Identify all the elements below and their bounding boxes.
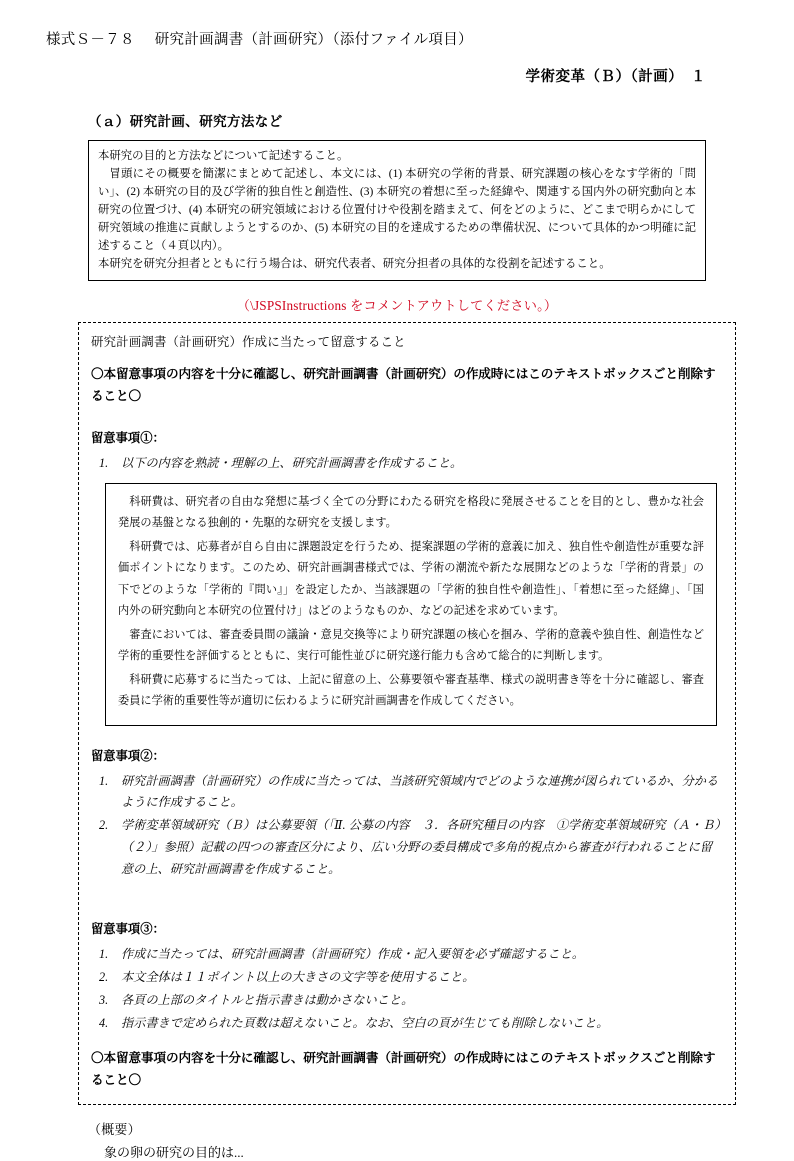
outline-body: 象の卵の研究の目的は... bbox=[104, 1144, 244, 1160]
instruction-line-2: 冒頭にその概要を簡潔にまとめて記述し、本文には、(1) 本研究の学術的背景、研究課題の核心をなす学術的「問い」、(2) 本研究の目的及び学術的独自性と創造性、(3) 本研究の着想に至った経緯や、関連する国内外の研究動向と本研究の位置づけ、(4) 本研究の研究領域における位置付けや役割を踏まえて、何をどのように、どこまで明らかにして研究領域の推進に貢献しようとするのか、(5) 本研究の目的を達成するための準備状況、について具体的かつ明確に記述すること（４頁以内）。 bbox=[98, 168, 696, 253]
jsps-instructions-comment: （\JSPSInstructions をコメントアウトしてください。） bbox=[236, 298, 558, 314]
list-item: 作成に当たっては、研究計画調書（計画研究）作成・記入要領を必ず確認すること。 bbox=[121, 947, 585, 962]
outline-title: （概要） bbox=[88, 1121, 141, 1137]
list-item: 各頁の上部のタイトルと指示書きは動かさないこと。 bbox=[121, 992, 414, 1007]
notice-textbox bbox=[78, 322, 736, 1105]
notice-group3-heading: 留意事項③： bbox=[91, 922, 165, 937]
notice-group1-list bbox=[91, 453, 723, 475]
document-category: 学術変革（Ｂ）（計画） １ bbox=[525, 69, 706, 85]
notice-group1-heading: 留意事項①： bbox=[91, 430, 165, 445]
notice-group3-list bbox=[91, 944, 723, 1034]
notice-title: 研究計画調書（計画研究）作成に当たって留意すること bbox=[91, 335, 406, 350]
instruction-line-1: 本研究の目的と方法などについて記述すること。 bbox=[98, 150, 349, 162]
notice-emphasis-top: 〇本留意事項の内容を十分に確認し、研究計画調書（計画研究）の作成時にはこのテキストボックスごと削除すること〇 bbox=[91, 367, 716, 404]
section-a-instruction-box bbox=[88, 140, 706, 281]
notice-group2-heading: 留意事項②： bbox=[91, 748, 165, 763]
kakenhi-paragraph: 科研費は、研究者の自由な発想に基づく全ての分野にわたる研究を格段に発展させることを目的とし、豊かな社会発展の基盤となる独創的・先駆的な研究を支援します。 bbox=[118, 495, 704, 530]
instruction-line-3: 本研究を研究分担者とともに行う場合は、研究代表者、研究分担者の具体的な役割を記述すること。 bbox=[98, 258, 611, 271]
list-item: 本文全体は１１ポイント以上の大きさの文字等を使用すること。 bbox=[121, 970, 475, 985]
form-number: 様式Ｓ－７８ bbox=[46, 32, 135, 48]
kakenhi-paragraph: 科研費に応募するに当たっては、上記に留意の上、公募要領や審査基準、様式の説明書き等を十分に確認し、審査委員に学術的重要性等が適切に伝わるように研究計画調書を作成してください。 bbox=[118, 673, 704, 708]
section-a-title: （ａ）研究計画、研究方法など bbox=[88, 114, 283, 129]
list-item: 研究計画調書（計画研究）の作成に当たっては、当該研究領域内でどのような連携が図られているか、分かるように作成すること。 bbox=[121, 773, 719, 810]
form-title: 研究計画調書（計画研究）（添付ファイル項目） bbox=[154, 32, 473, 48]
kakenhi-paragraph: 審査においては、審査委員間の議論・意見交換等により研究課題の核心を掴み、学術的意義や独自性、創造性など学術的重要性を評価するとともに、実行可能性並びに研究遂行能力も含めて総合的に判断します。 bbox=[118, 628, 704, 663]
kakenhi-paragraph: 科研費では、応募者が自ら自由に課題設定を行うため、提案課題の学術的意義に加え、独自性や創造性が重要な評価ポイントになります。このため、研究計画調書様式では、学術の潮流や新たな展開などのような「学術的背景」の下でどのような「学術的『問い』」を設定したか、当該課題の「学術的独自性や創造性」、「着想に至った経緯」、「国内外の研究動向と本研究の位置付け」はどのようなものか、などの記述を求めています。 bbox=[118, 540, 704, 618]
notice-emphasis-bottom: 〇本留意事項の内容を十分に確認し、研究計画調書（計画研究）の作成時にはこのテキストボックスごと削除すること〇 bbox=[91, 1051, 716, 1088]
list-item: 以下の内容を熟読・理解の上、研究計画調書を作成すること。 bbox=[121, 455, 463, 470]
list-item: 指示書きで定められた頁数は超えないこと。なお、空白の頁が生じても削除しないこと。 bbox=[121, 1015, 609, 1030]
form-header bbox=[46, 28, 748, 49]
kakenhi-explanation-box bbox=[105, 483, 717, 726]
list-item: 学術変革領域研究（Ｂ）は公募要領（「Ⅱ. 公募の内容 ３．各研究種目の内容 ①学術変革領域研究（Ａ・Ｂ）（２）」参照）記載の四つの審査区分により、広い分野の委員構成で多角的視点から審査が行われることに留意の上、研究計画調書を作成すること。 bbox=[121, 818, 721, 876]
notice-group2-list bbox=[91, 771, 723, 881]
